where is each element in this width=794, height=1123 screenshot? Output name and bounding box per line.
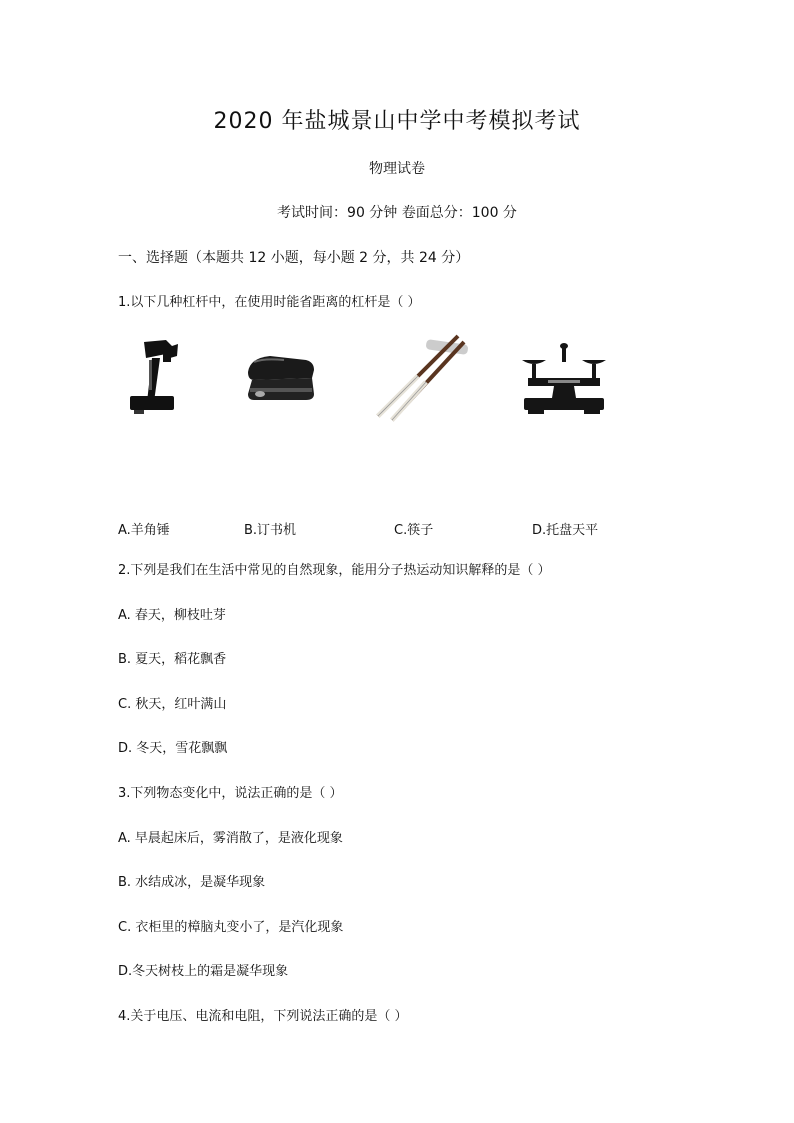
- question-3-option-c: C. 衣柜里的樟脑丸变小了，是汽化现象: [118, 920, 344, 935]
- question-2-option-d: D. 冬天，雪花飘飘: [118, 741, 228, 756]
- question-2-option-a: A. 春天，柳枝吐芽: [118, 608, 226, 623]
- question-1-stem: 1.以下几种杠杆中，在使用时能省距离的杠杆是（ ）: [118, 295, 421, 310]
- question-3-option-b: B. 水结成冰，是凝华现象: [118, 875, 266, 890]
- question-3-option-a: A. 早晨起床后，雾消散了，是液化现象: [118, 831, 343, 846]
- exam-info: 考试时间：90 分钟 卷面总分：100 分: [277, 205, 517, 221]
- exam-title: 2020 年盐城景山中学中考模拟考试: [213, 109, 581, 134]
- question-3-option-d: D.冬天树枝上的霜是凝华现象: [118, 964, 289, 979]
- claw-hammer-image: [122, 336, 184, 418]
- question-2-stem: 2.下列是我们在生活中常见的自然现象，能用分子热运动知识解释的是（ ）: [118, 563, 551, 578]
- question-2-option-b: B. 夏天，稻花飘香: [118, 652, 227, 667]
- section-heading: 一、选择题（本题共 12 小题，每小题 2 分，共 24 分）: [118, 250, 470, 266]
- question-3-stem: 3.下列物态变化中，说法正确的是（ ）: [118, 786, 343, 801]
- tray-balance-image: [518, 342, 610, 418]
- question-4-stem: 4.关于电压、电流和电阻，下列说法正确的是（ ）: [118, 1009, 408, 1024]
- question-1-option-d: D.托盘天平: [532, 523, 599, 538]
- question-1-option-c: C.筷子: [394, 523, 434, 538]
- question-1-option-a: A.羊角锤: [118, 523, 170, 538]
- chopsticks-image: [372, 332, 472, 424]
- exam-subtitle: 物理试卷: [369, 161, 425, 177]
- question-1-option-b: B.订书机: [244, 523, 297, 538]
- stapler-image: [244, 350, 316, 406]
- question-2-option-c: C. 秋天，红叶满山: [118, 697, 227, 712]
